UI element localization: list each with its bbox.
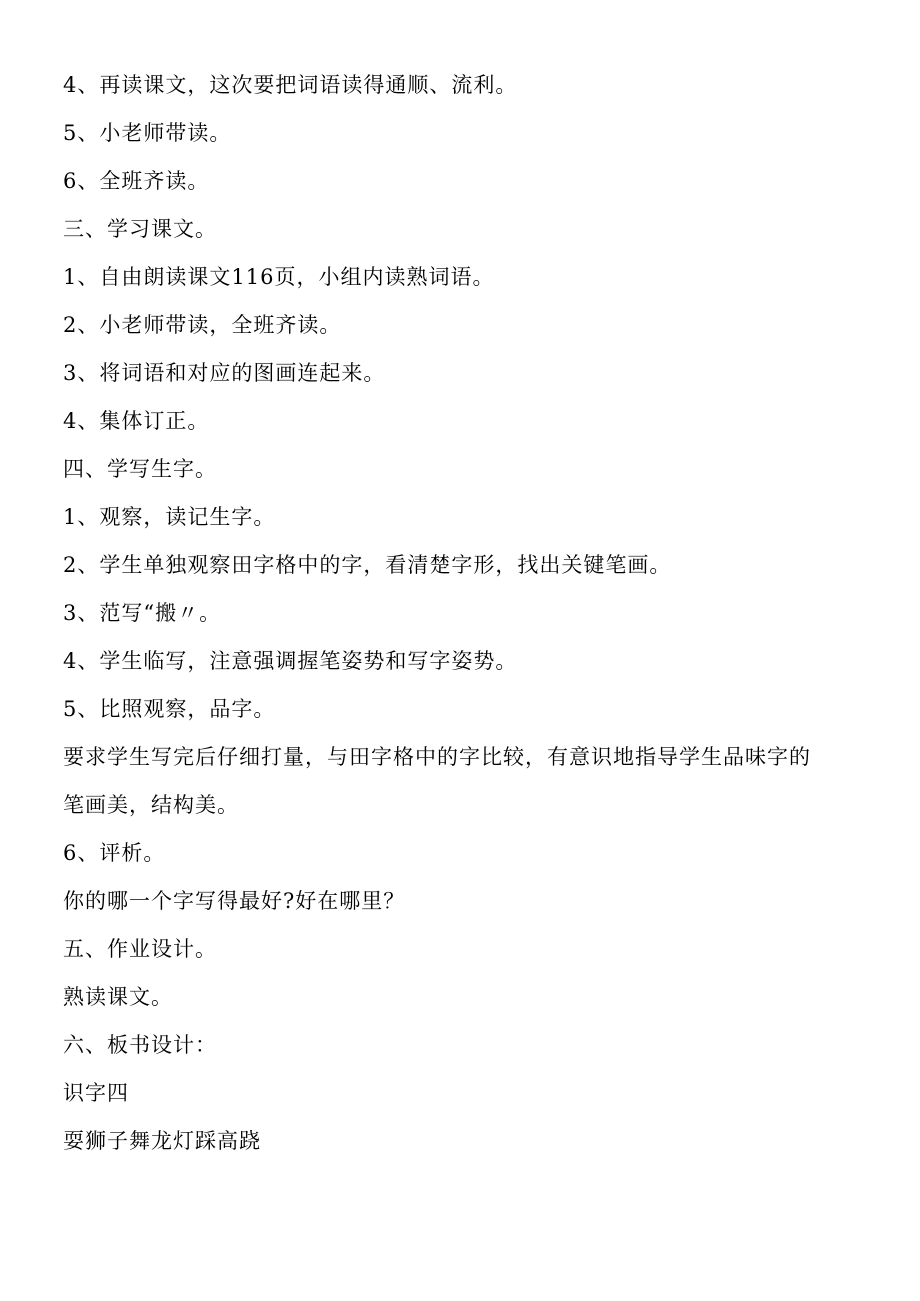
text-line: 3、将词语和对应的图画连起来。 <box>63 361 386 385</box>
text-line: 4、学生临写，注意强调握笔姿势和写字姿势。 <box>63 649 518 673</box>
text-line: 1、自由朗读课文116页，小组内读熟词语。 <box>63 265 495 289</box>
text-line: 你的哪一个字写得最好?好在哪里？ <box>63 889 406 913</box>
text-line: 笔画美，结构美。 <box>63 793 239 817</box>
text-line: 4、集体订正。 <box>63 409 210 433</box>
text-line: 2、小老师带读，全班齐读。 <box>63 313 342 337</box>
text-line: 6、全班齐读。 <box>63 169 210 193</box>
text-line: 熟读课文。 <box>63 985 173 1009</box>
document-body <box>63 67 863 1171</box>
text-line: 2、学生单独观察田字格中的字，看清楚字形，找出关键笔画。 <box>63 553 672 577</box>
section-heading: 六、板书设计： <box>63 1033 217 1057</box>
section-heading: 三、学习课文。 <box>63 217 217 241</box>
section-heading: 四、学写生字。 <box>63 457 217 481</box>
text-line: 要求学生写完后仔细打量，与田字格中的字比较，有意识地指导学生品味字的 <box>63 745 811 769</box>
text-line: 3、范写“搬〃。 <box>63 601 222 625</box>
text-line: 1、观察，读记生字。 <box>63 505 276 529</box>
text-line: 耍狮子舞龙灯踩高跷 <box>63 1129 261 1153</box>
text-line: 4、再读课文，这次要把词语读得通顺、流利。 <box>63 73 518 97</box>
section-heading: 五、作业设计。 <box>63 937 217 961</box>
text-line: 5、比照观察，品字。 <box>63 697 276 721</box>
text-line: 识字四 <box>63 1081 129 1105</box>
text-line: 5、小老师带读。 <box>63 121 232 145</box>
text-line: 6、评析。 <box>63 841 166 865</box>
